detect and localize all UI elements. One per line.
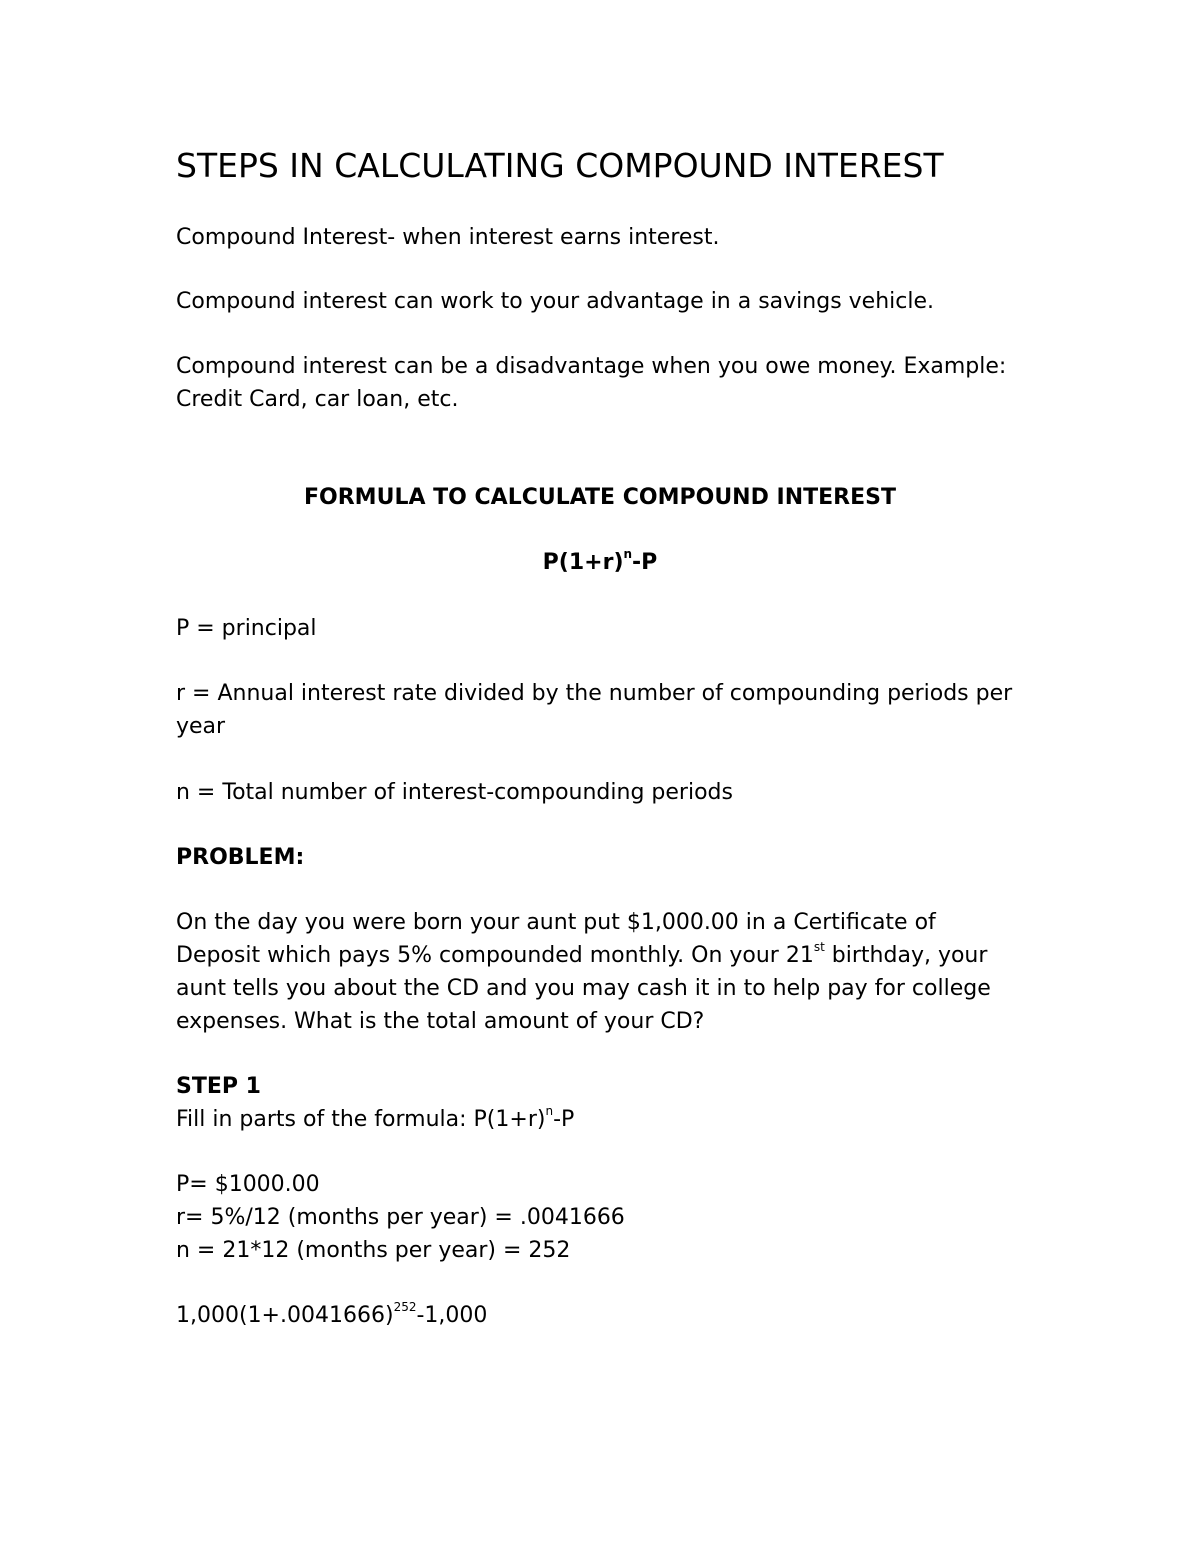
disadvantage-text-line2: Credit Card, car loan, etc. [176,387,459,412]
step1-p-value: P= $1000.00 [176,1172,320,1197]
step1-label: STEP 1 [176,1074,261,1099]
step1-expression [176,1299,487,1332]
step1-expression-tail: -1,000 [416,1303,488,1328]
formula-exponent: n [623,547,633,561]
problem-line2-after: birthday, your [824,943,988,968]
page-title: STEPS IN CALCULATING COMPOUND INTEREST [176,146,944,185]
problem-line1: On the day you were born your aunt put $1,000.00 in a Certificate of [176,910,936,935]
formula-heading: FORMULA TO CALCULATE COMPOUND INTEREST [304,485,896,510]
problem-line2-before: Deposit which pays 5% compounded monthly. On your 21 [176,943,814,968]
formula-tail: -P [632,550,658,575]
problem-line4: expenses. What is the total amount of your CD? [176,1009,705,1034]
problem-line3: aunt tells you about the CD and you may cash it in to help pay for college [176,976,991,1001]
ordinal-suffix: st [813,940,825,954]
step1-intro-after: -P [553,1107,575,1132]
problem-line2 [176,939,987,972]
step1-r-value: r= 5%/12 (months per year) = .0041666 [176,1205,625,1230]
step1-expression-exponent: 252 [393,1300,417,1314]
step1-n-value: n = 21*12 (months per year) = 252 [176,1238,571,1263]
definition-text: Compound Interest- when interest earns interest. [176,225,720,250]
definition-p: P = principal [176,616,317,641]
step1-intro-before: Fill in parts of the formula: P(1+r) [176,1107,546,1132]
advantage-text: Compound interest can work to your advantage in a savings vehicle. [176,289,935,314]
definition-r-line1: r = Annual interest rate divided by the number of compounding periods per [176,681,1013,706]
problem-label: PROBLEM: [176,845,305,870]
step1-intro-exponent: n [545,1104,554,1118]
definition-n: n = Total number of interest-compounding periods [176,780,733,805]
formula [0,546,1200,579]
step1-expression-base: 1,000(1+.0041666) [176,1303,394,1328]
step1-intro [176,1103,574,1136]
disadvantage-text-line1: Compound interest can be a disadvantage when you owe money. Example: [176,354,1007,379]
formula-base: P(1+r) [542,550,624,575]
definition-r-line2: year [176,714,226,739]
